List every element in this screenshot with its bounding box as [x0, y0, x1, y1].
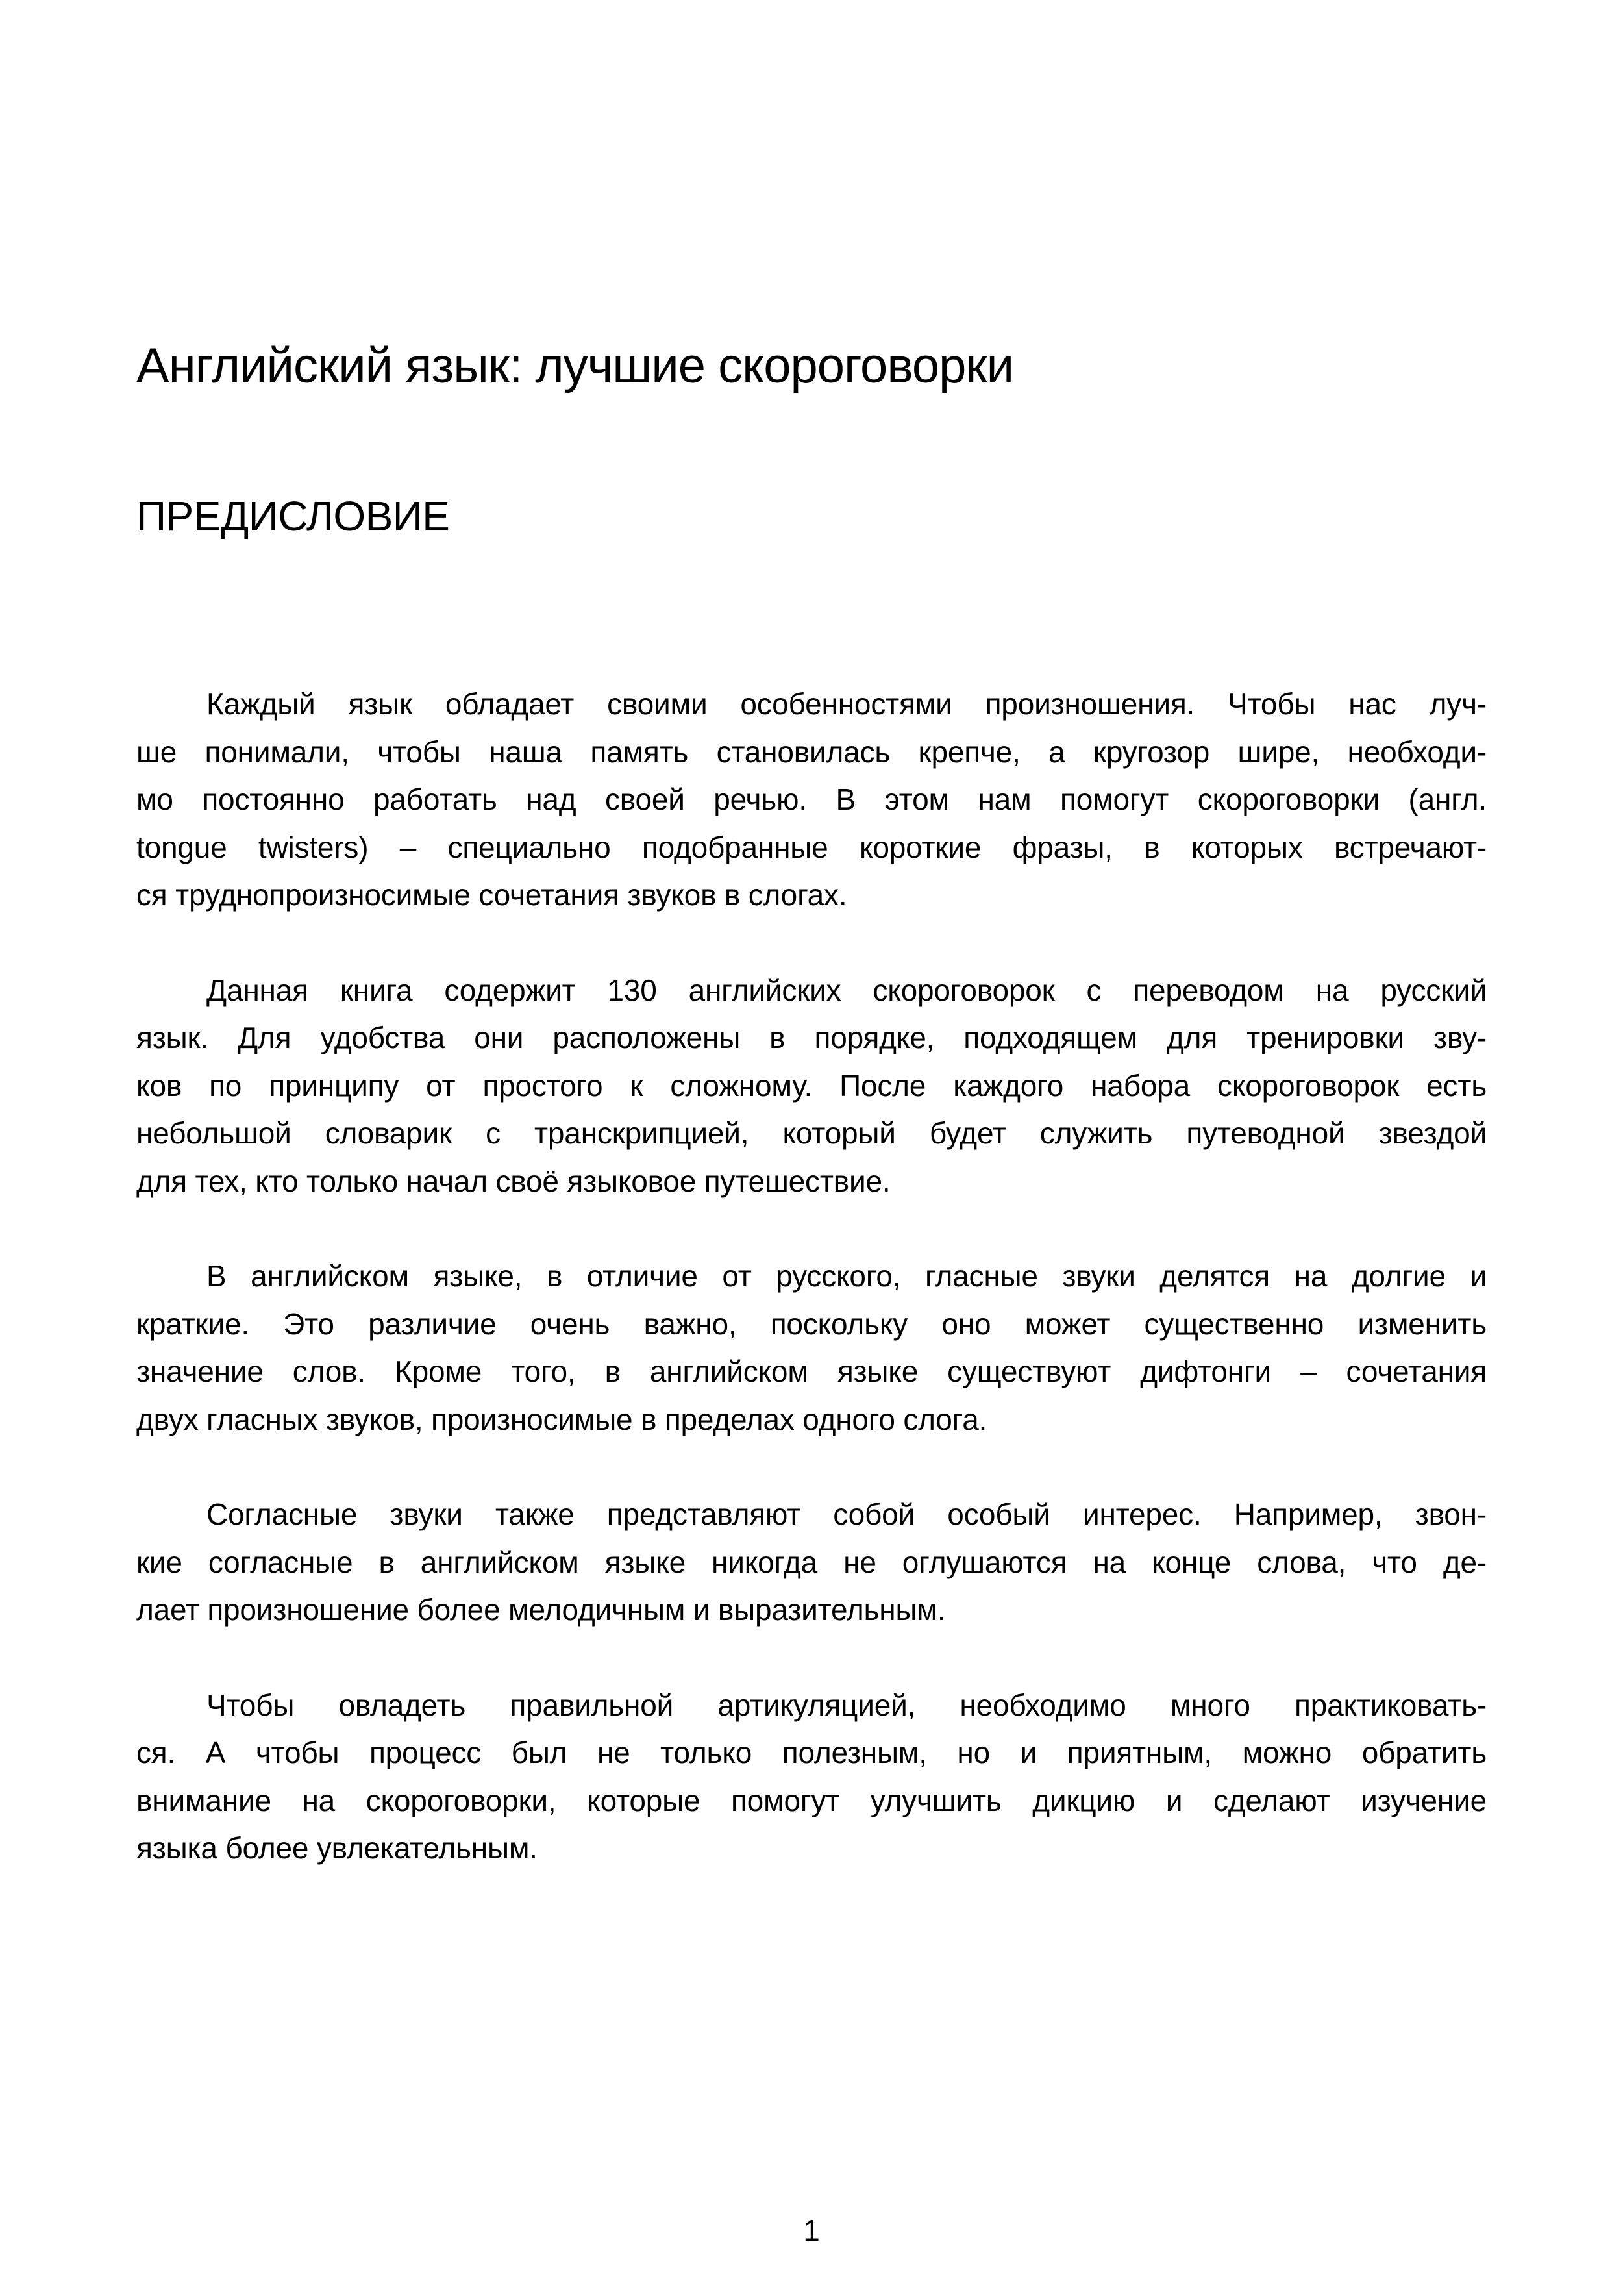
paragraph — [136, 1491, 1487, 1634]
text-line: Каждый язык обладает своими особенностями произношения. Чтобы нас луч- — [206, 687, 1487, 721]
paragraph — [136, 1682, 1487, 1873]
text-line: лает произношение более мелодичным и выразительным. — [136, 1593, 946, 1627]
book-title: Английский язык: лучшие скороговорки — [136, 338, 1014, 393]
text-line: мо постоянно работать над своей речью. В этом нам помогут скороговорки (англ. — [136, 782, 1487, 816]
text-line: значение слов. Кроме того, в английском языке существуют дифтонги – сочетания — [136, 1354, 1487, 1388]
page-number: 1 — [803, 2214, 820, 2247]
text-line: Чтобы овладеть правильной артикуляцией, необходимо много практиковать- — [206, 1688, 1487, 1722]
text-line: языка более увлекательным. — [136, 1831, 538, 1865]
preface-body-text — [136, 680, 1487, 1920]
text-line: ше понимали, чтобы наша память становилась крепче, а кругозор шире, необходи- — [136, 734, 1487, 769]
text-line: кие согласные в английском языке никогда не оглушаются на конце слова, что де- — [136, 1545, 1487, 1579]
text-line: внимание на скороговорки, которые помогут улучшить дикцию и сделают изучение — [136, 1783, 1487, 1817]
text-line: краткие. Это различие очень важно, поскольку оно может существенно изменить — [136, 1306, 1487, 1341]
text-line: небольшой словарик с транскрипцией, который будет служить путеводной звездой — [136, 1116, 1487, 1150]
text-line: ся труднопроизносимые сочетания звуков в слогах. — [136, 878, 847, 912]
text-line: Данная книга содержит 130 английских скороговорок с переводом на русский — [206, 973, 1487, 1007]
text-line: ков по принципу от простого к сложному. После каждого набора скороговорок есть — [136, 1068, 1487, 1103]
paragraph — [136, 967, 1487, 1206]
text-line: Согласные звуки также представляют собой особый интерес. Например, звон- — [206, 1497, 1487, 1531]
text-line: язык. Для удобства они расположены в порядке, подходящем для тренировки зву- — [136, 1021, 1487, 1054]
section-heading: ПРЕДИСЛОВИЕ — [136, 493, 450, 540]
text-line: двух гласных звуков, произносимые в пределах одного слога. — [136, 1402, 987, 1436]
text-line: для тех, кто только начал своё языковое путешествие. — [136, 1164, 891, 1198]
text-line: tongue twisters) – специально подобранные короткие фразы, в которых встречают- — [136, 830, 1487, 864]
text-line: ся. А чтобы процесс был не только полезным, но и приятным, можно обратить — [136, 1736, 1487, 1769]
text-line: В английском языке, в отличие от русского, гласные звуки делятся на долгие и — [206, 1259, 1487, 1293]
paragraph — [136, 680, 1487, 919]
paragraph — [136, 1253, 1487, 1443]
